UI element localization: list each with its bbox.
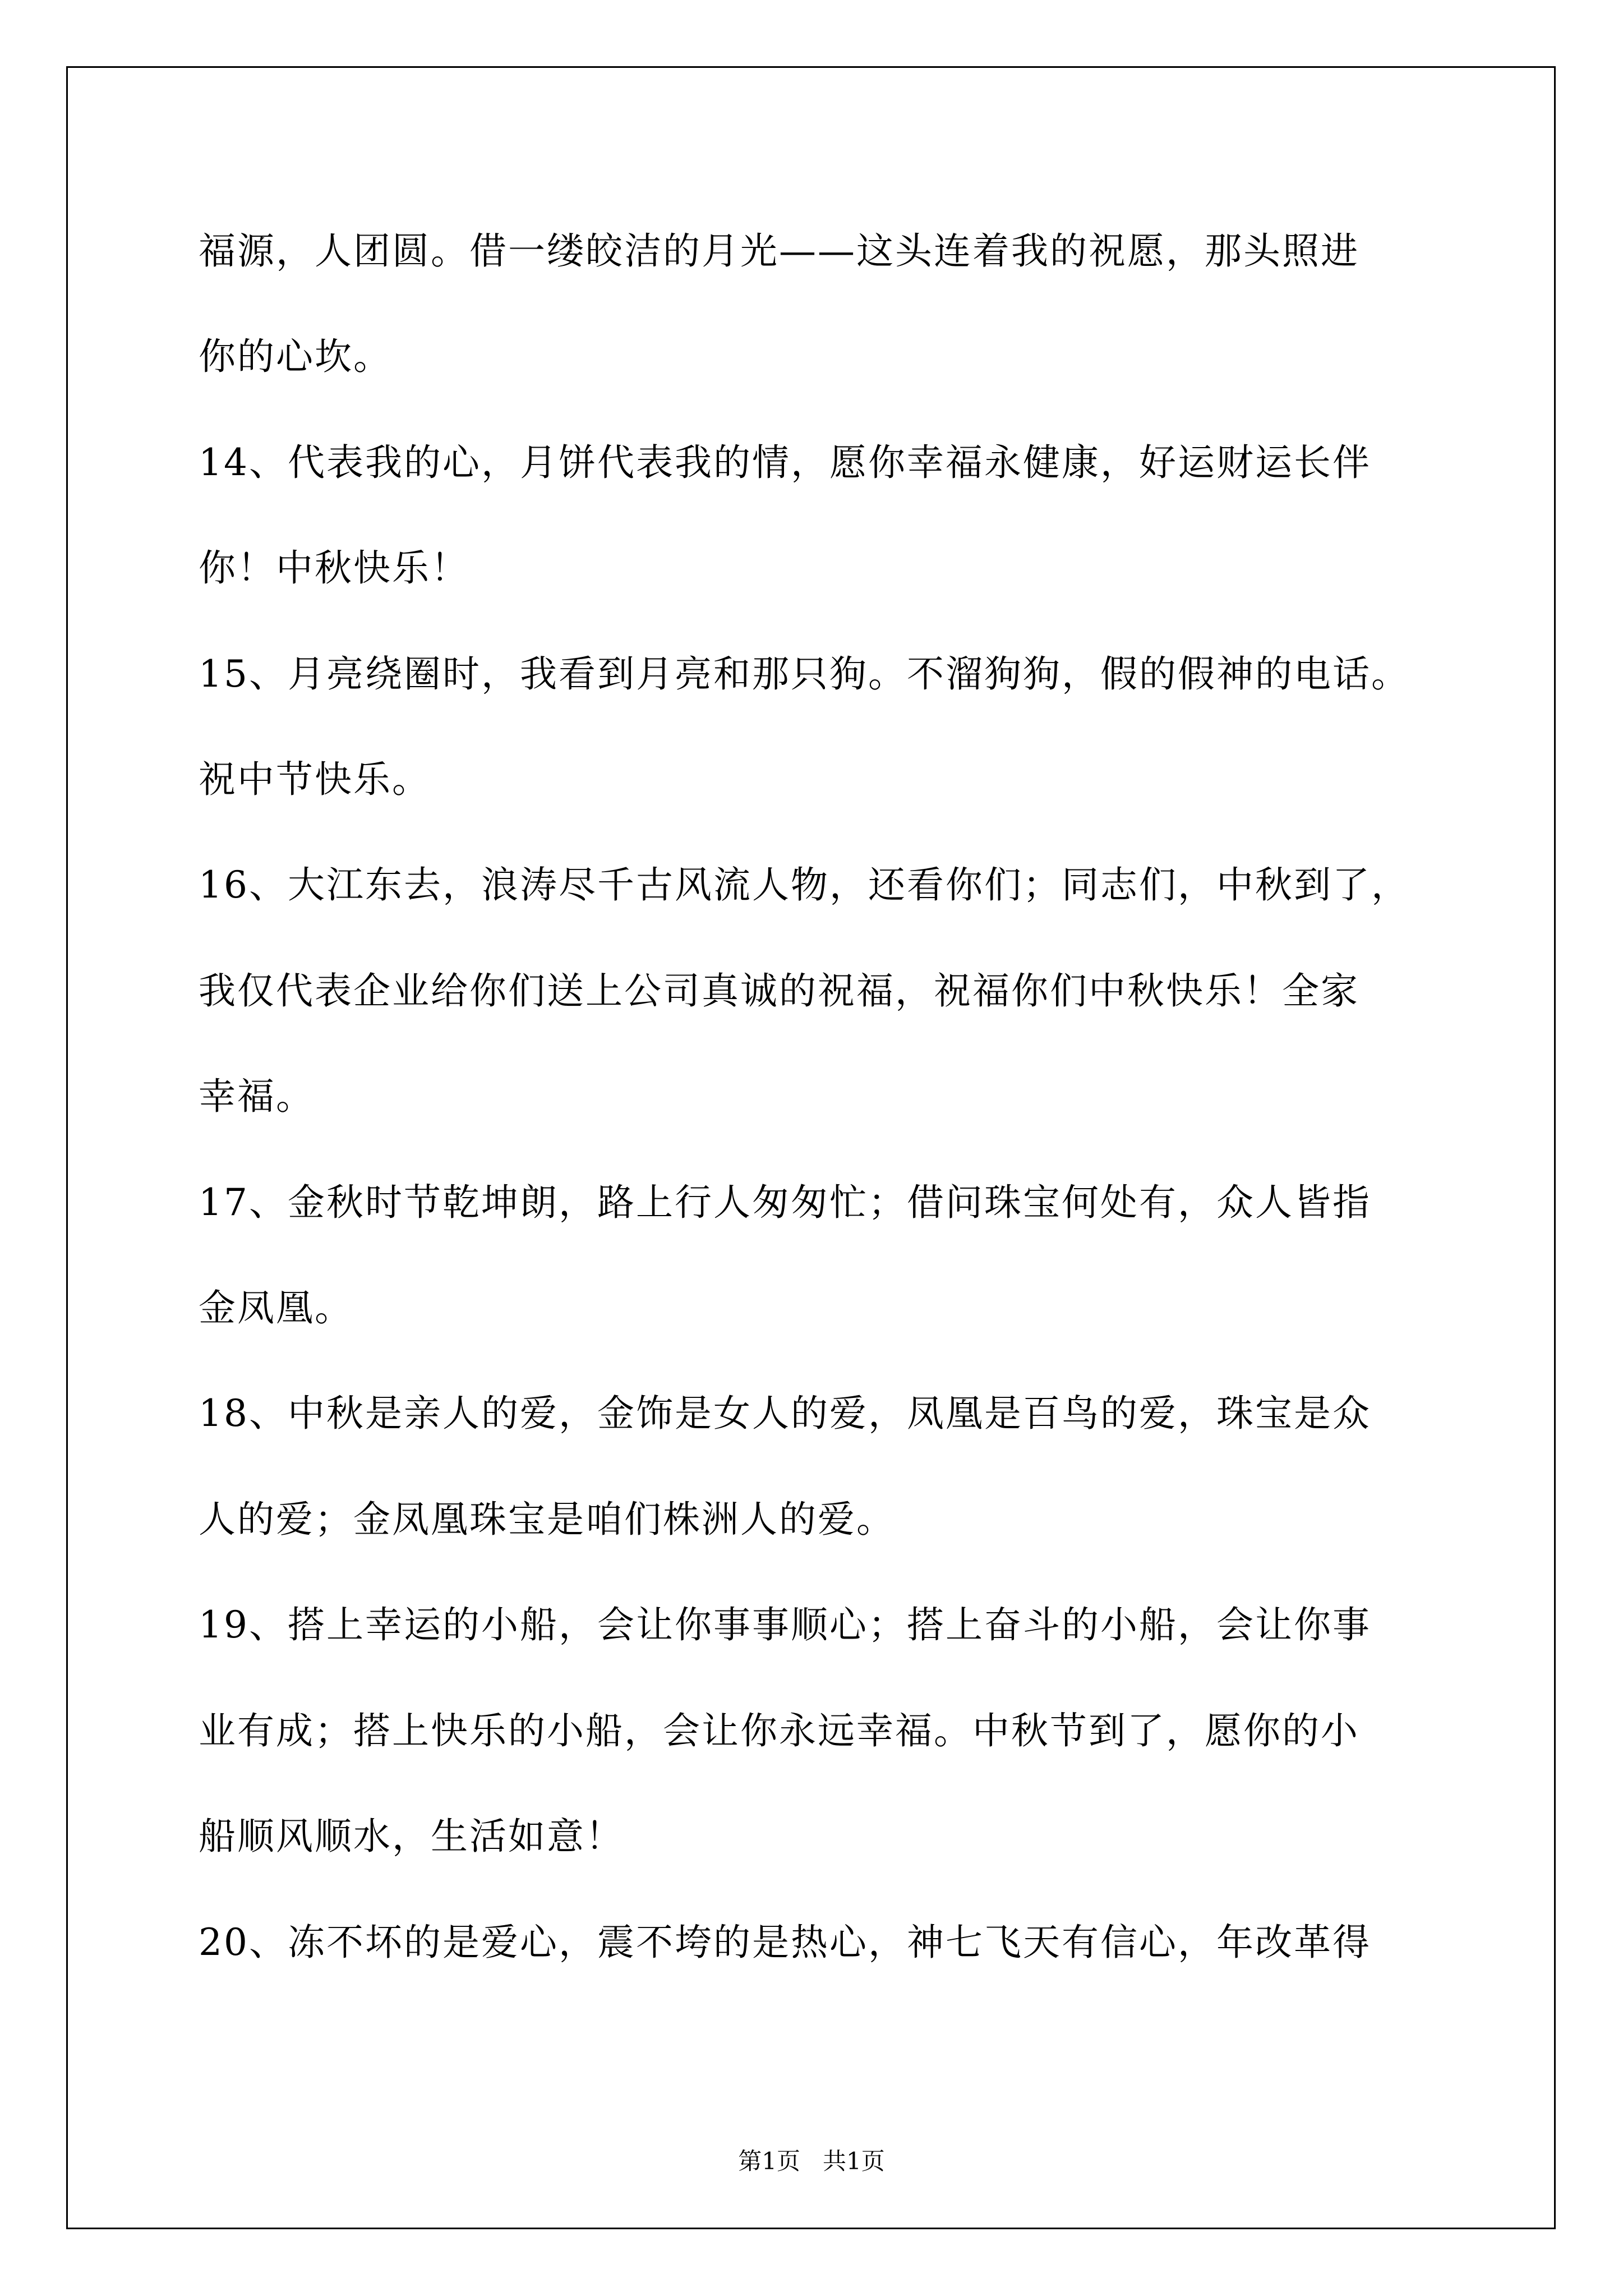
text-line: 你的心坎。 (199, 335, 392, 378)
text-line: 福源，人团圆。借一缕皎洁的月光——这头连着我的祝愿，那头照进 (199, 229, 1359, 273)
page-border (66, 66, 1556, 2229)
text-line: 14、代表我的心，月饼代表我的情，愿你幸福永健康，好运财运长伴 (199, 441, 1371, 484)
text-line: 我仅代表企业给你们送上公司真诚的祝福，祝福你们中秋快乐！全家 (199, 969, 1359, 1013)
page-number-footer: 第1页 共1页 (738, 2147, 885, 2175)
text-line: 业有成；搭上快乐的小船，会让你永远幸福。中秋节到了，愿你的小 (199, 1709, 1359, 1752)
text-line: 幸福。 (199, 1075, 315, 1118)
text-line: 祝中节快乐。 (199, 758, 431, 801)
text-line: 船顺风顺水，生活如意！ (199, 1815, 624, 1858)
text-line: 17、金秋时节乾坤朗，路上行人匆匆忙；借问珠宝何处有，众人皆指 (199, 1181, 1371, 1224)
text-line: 18、中秋是亲人的爱，金饰是女人的爱，凤凰是百鸟的爱，珠宝是众 (199, 1392, 1371, 1435)
text-line: 20、冻不坏的是爱心，震不垮的是热心，神七飞天有信心，年改革得 (199, 1921, 1371, 1964)
text-line: 15、月亮绕圈时，我看到月亮和那只狗。不溜狗狗，假的假神的电话。 (199, 652, 1410, 696)
text-line: 你！中秋快乐！ (199, 546, 469, 590)
text-line: 16、大江东去，浪涛尽千古风流人物，还看你们；同志们，中秋到了， (199, 863, 1410, 907)
text-line: 金凤凰。 (199, 1286, 353, 1329)
text-line: 19、搭上幸运的小船，会让你事事顺心；搭上奋斗的小船，会让你事 (199, 1603, 1371, 1646)
text-line: 人的爱；金凤凰珠宝是咱们株洲人的爱。 (199, 1498, 895, 1541)
